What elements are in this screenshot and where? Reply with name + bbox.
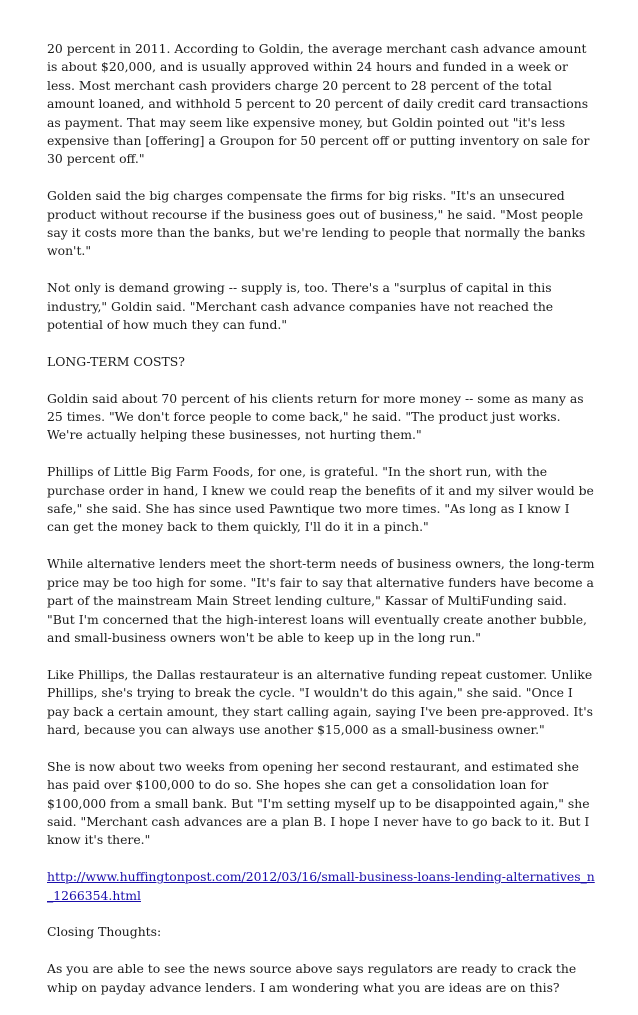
paragraph-big-charges: Golden said the big charges compensate the firms for big risks. "It's an unsecured product without recourse if the business goes out of business," he said. "Most people say it costs more than the banks, but we're lending to people that normally the banks won't.": [47, 188, 586, 259]
paragraph-dallas-restaurateur: Like Phillips, the Dallas restaurateur is an alternative funding repeat customer. Unlike Phillips, she's trying to break the cycle. "I wouldn't do this again," she said. "Once I pay back a certain amount, they start calling again, saying I've been pre-approved. It's hard, because you can always use another $15,000 as a small-business owner.": [47, 666, 593, 737]
paragraph-supply-growing: Not only is demand growing -- supply is, too. There's a "surplus of capital in this industry," Goldin said. "Merchant cash advance companies have not reached the potential of how much they can fund.": [47, 280, 554, 333]
closing-heading: Closing Thoughts:: [47, 924, 162, 940]
source-link[interactable]: http://www.huffingtonpost.com/2012/03/16/small-business-loans-lending-alternatives_n_1266354.html: [47, 869, 595, 903]
section-heading-long-term-costs: LONG-TERM COSTS?: [47, 353, 185, 369]
closing-paragraph: As you are able to see the news source above says regulators are ready to crack the whip on payday advance lenders. I am wondering what you are ideas are on this?: [47, 961, 577, 995]
paragraph-phillips-grateful: Phillips of Little Big Farm Foods, for one, is grateful. "In the short run, with the purchase order in hand, I knew we could reap the benefits of it and my silver would be safe," she said. She has since used Pawntique two more times. "As long as I know I can get the money back to them quickly, I'll do it in a pinch.": [47, 464, 594, 535]
source-link-paragraph: [47, 868, 595, 905]
paragraph-clients-return: Goldin said about 70 percent of his clients return for more money -- some as many as 25 times. "We don't force people to come back," he said. "The product just works. We're actually helping these businesses, not hurting them.": [47, 390, 584, 443]
document-page: [47, 40, 595, 1015]
paragraph-second-restaurant: She is now about two weeks from opening her second restaurant, and estimated she has paid over $100,000 to do so. She hopes she can get a consolidation loan for $100,000 from a small bank. But "I'm setting myself up to be disappointed again," she said. "Merchant cash advances are a plan B. I hope I never have to go back to it. But I know it's there.": [47, 758, 590, 848]
paragraph-goldin-average: 20 percent in 2011. According to Goldin, the average merchant cash advance amount is about $20,000, and is usually approved within 24 hours and funded in a week or less. Most merchant cash providers charge 20 percent to 28 percent of the total amount loaned, and withhold 5 percent to 20 percent of daily credit card transactions as payment. That may seem like expensive money, but Goldin pointed out "it's less expensive than [offering] a Groupon for 50 percent off or putting inventory on sale for 30 percent off.": [47, 41, 590, 167]
paragraph-long-term-price: While alternative lenders meet the short-term needs of business owners, the long-term price may be too high for some. "It's fair to say that alternative funders have become a part of the mainstream Main Street lending culture," Kassar of MultiFunding said. "But I'm concerned that the high-interest loans will eventually create another bubble, and small-business owners won't be able to keep up in the long run.": [47, 556, 595, 645]
